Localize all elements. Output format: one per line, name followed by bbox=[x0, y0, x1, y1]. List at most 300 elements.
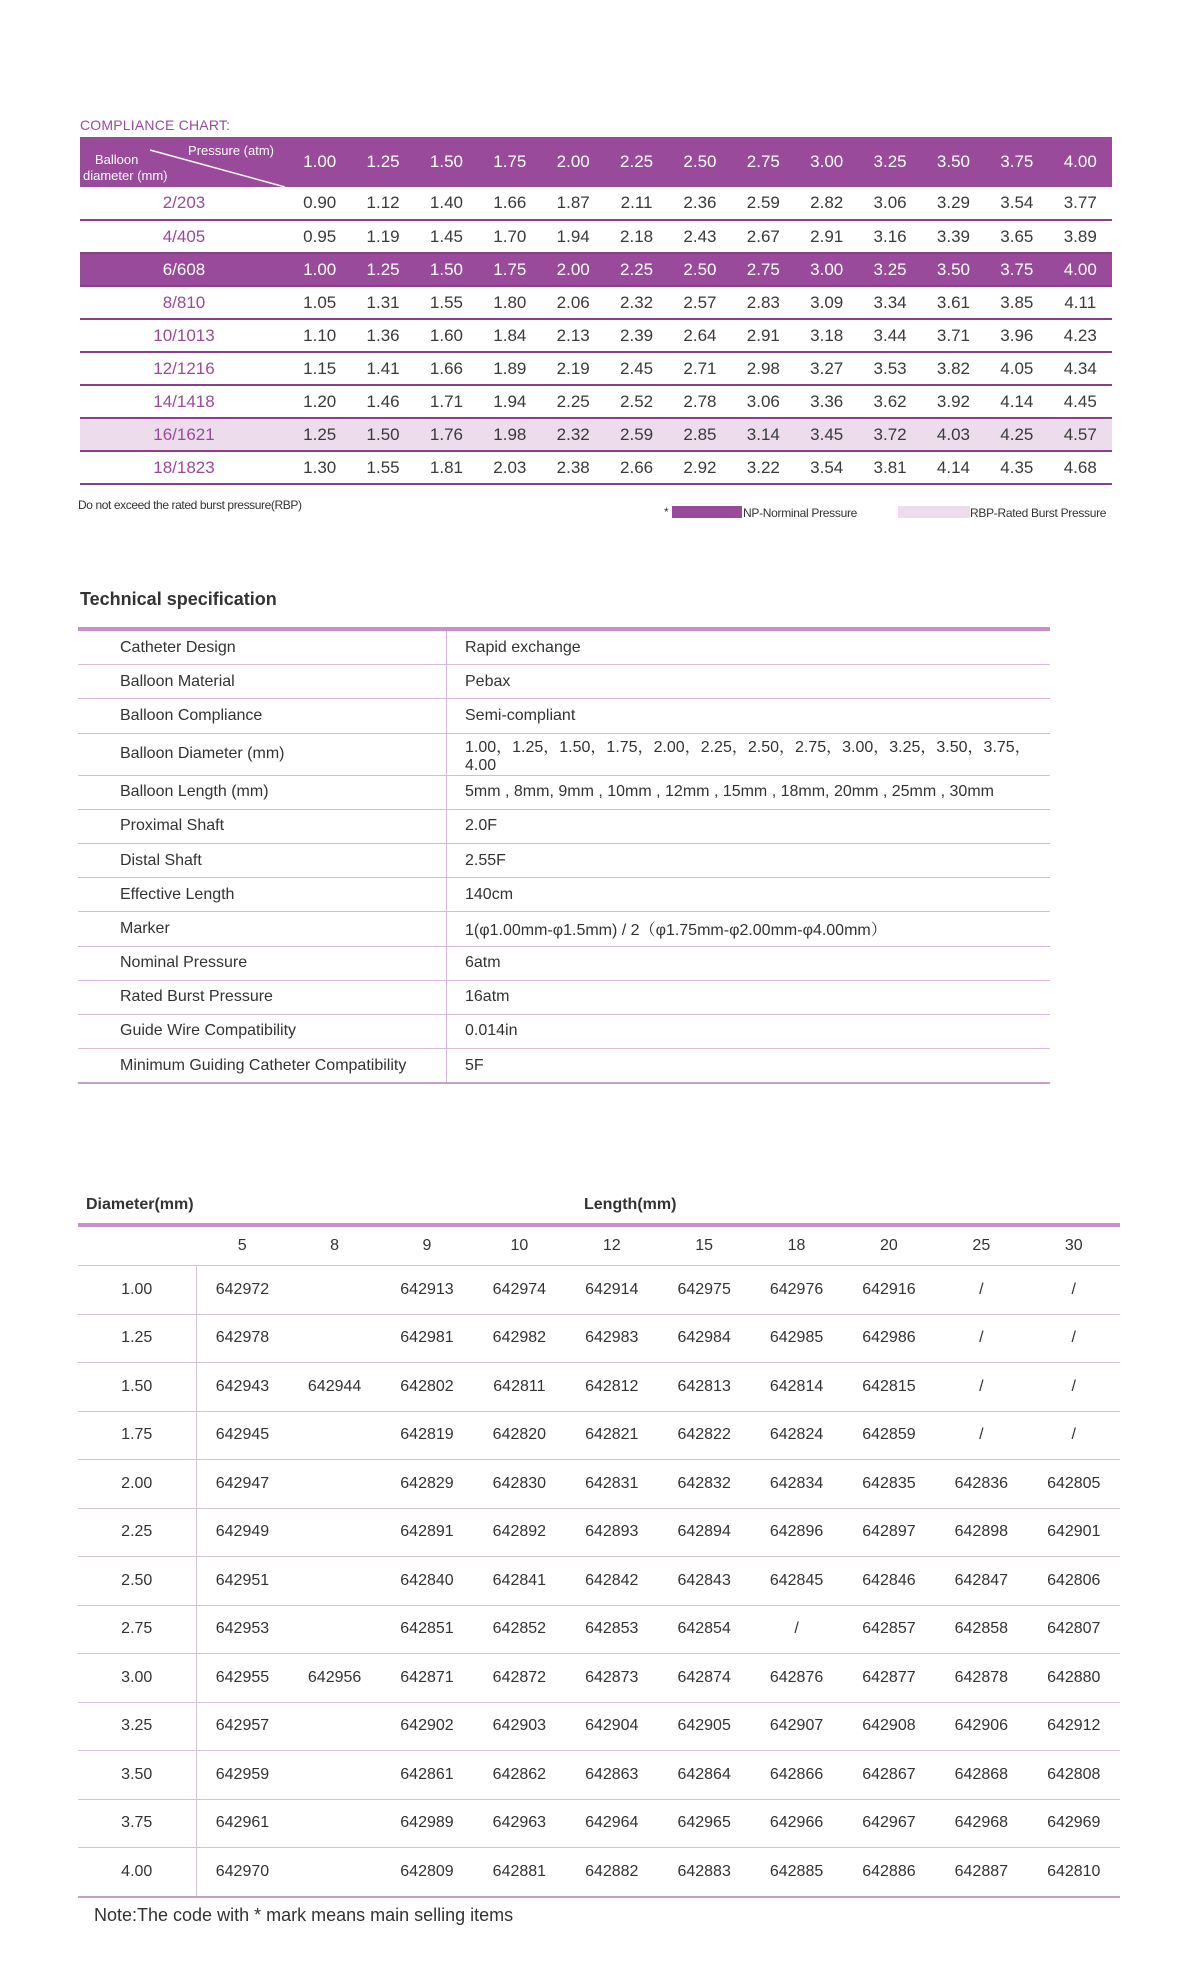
tech-spec-row bbox=[78, 912, 1050, 946]
compliance-corner-header bbox=[80, 137, 288, 187]
balloon-diameter-cell: 6/608 bbox=[162, 259, 206, 279]
product-code-cell: 642975 bbox=[658, 1266, 750, 1315]
compliance-value: 1.70 bbox=[493, 226, 527, 246]
product-code-cell: 642982 bbox=[473, 1314, 565, 1363]
length-column-header: 15 bbox=[658, 1227, 750, 1266]
compliance-value: 3.36 bbox=[810, 391, 844, 411]
compliance-value: 3.16 bbox=[873, 226, 907, 246]
length-column-header: 10 bbox=[473, 1227, 565, 1266]
product-code-cell: 642974 bbox=[473, 1266, 565, 1315]
diameter-cell: 2.00 bbox=[78, 1460, 196, 1509]
product-code-cell: 642853 bbox=[566, 1605, 658, 1654]
diameter-header: Diameter(mm) bbox=[86, 1196, 194, 1213]
product-code-cell: 642821 bbox=[566, 1411, 658, 1460]
product-code-cell bbox=[288, 1508, 380, 1557]
code-row bbox=[78, 1654, 1120, 1703]
code-row bbox=[78, 1508, 1120, 1557]
compliance-value: 2.59 bbox=[620, 424, 654, 444]
diameter-axis-label: diameter (mm) bbox=[83, 168, 168, 183]
compliance-value: 4.05 bbox=[1000, 358, 1034, 378]
tech-spec-row bbox=[78, 1049, 1050, 1084]
compliance-row bbox=[80, 385, 1112, 418]
product-code-cell: / bbox=[935, 1363, 1027, 1412]
compliance-value: 2.18 bbox=[620, 226, 654, 246]
product-code-cell: 642891 bbox=[381, 1508, 473, 1557]
compliance-value: 1.66 bbox=[429, 358, 463, 378]
product-code-cell: 642945 bbox=[196, 1411, 288, 1460]
product-code-cell: 642963 bbox=[473, 1799, 565, 1848]
product-code-cell: 642862 bbox=[473, 1751, 565, 1800]
compliance-value: 4.57 bbox=[1063, 424, 1097, 444]
compliance-value: 1.60 bbox=[429, 325, 463, 345]
product-code-cell: 642878 bbox=[935, 1654, 1027, 1703]
product-code-cell: 642965 bbox=[658, 1799, 750, 1848]
compliance-value: 2.36 bbox=[683, 193, 717, 212]
product-code-cell: 642868 bbox=[935, 1751, 1027, 1800]
compliance-value: 2.38 bbox=[556, 457, 590, 477]
length-column-header: 5 bbox=[196, 1227, 288, 1266]
product-code-cell: 642957 bbox=[196, 1702, 288, 1751]
product-code-cell: 642864 bbox=[658, 1751, 750, 1800]
compliance-value: 1.10 bbox=[303, 325, 337, 345]
spec-key: Balloon Material bbox=[78, 665, 447, 699]
selling-items-note: Note:The code with * mark means main selling items bbox=[94, 1905, 514, 1925]
product-code-cell bbox=[288, 1460, 380, 1509]
compliance-value: 1.80 bbox=[493, 292, 527, 312]
product-code-cell: 642967 bbox=[843, 1799, 935, 1848]
product-code-cell: 642898 bbox=[935, 1508, 1027, 1557]
length-column-header: 18 bbox=[750, 1227, 842, 1266]
pressure-header: 2.25 bbox=[620, 152, 654, 171]
product-code-cell: 642968 bbox=[935, 1799, 1027, 1848]
compliance-value: 3.77 bbox=[1063, 193, 1097, 212]
product-code-cell: 642867 bbox=[843, 1751, 935, 1800]
compliance-value: 0.90 bbox=[303, 193, 337, 212]
spec-value: 5F bbox=[447, 1049, 1051, 1084]
balloon-diameter-cell: 16/1621 bbox=[153, 424, 215, 444]
product-code-cell: 642956 bbox=[288, 1654, 380, 1703]
compliance-value: 4.25 bbox=[1000, 424, 1034, 444]
compliance-value: 3.53 bbox=[873, 358, 907, 378]
pressure-header: 2.75 bbox=[746, 152, 780, 171]
compliance-value: 0.95 bbox=[303, 226, 337, 246]
compliance-value: 3.89 bbox=[1063, 226, 1097, 246]
compliance-value: 1.98 bbox=[493, 424, 527, 444]
tech-spec-row bbox=[78, 733, 1050, 775]
product-code-cell: 642904 bbox=[566, 1702, 658, 1751]
compliance-value: 3.85 bbox=[1000, 292, 1034, 312]
compliance-value: 3.06 bbox=[746, 391, 780, 411]
compliance-value: 1.55 bbox=[429, 292, 463, 312]
spec-key: Effective Length bbox=[78, 878, 447, 912]
product-code-cell: 642907 bbox=[750, 1702, 842, 1751]
product-code-cell: 642885 bbox=[750, 1848, 842, 1897]
compliance-value: 3.14 bbox=[746, 424, 780, 444]
spec-value: Pebax bbox=[447, 665, 1051, 699]
diameter-cell: 1.50 bbox=[78, 1363, 196, 1412]
spec-value: 0.014in bbox=[447, 1014, 1051, 1048]
product-code-cell: 642861 bbox=[381, 1751, 473, 1800]
product-code-cell: 642902 bbox=[381, 1702, 473, 1751]
length-column-header: 25 bbox=[935, 1227, 1027, 1266]
compliance-value: 2.64 bbox=[683, 325, 717, 345]
product-code-cell: 642955 bbox=[196, 1654, 288, 1703]
compliance-value: 3.81 bbox=[873, 457, 907, 477]
diameter-cell: 3.50 bbox=[78, 1751, 196, 1800]
compliance-value: 2.43 bbox=[683, 226, 717, 246]
compliance-value: 2.66 bbox=[620, 457, 654, 477]
product-code-cell: 642905 bbox=[658, 1702, 750, 1751]
code-row bbox=[78, 1799, 1120, 1848]
product-code-cell: 642871 bbox=[381, 1654, 473, 1703]
spec-value: 2.0F bbox=[447, 809, 1051, 843]
product-code-cell: 642852 bbox=[473, 1605, 565, 1654]
product-code-cell: 642903 bbox=[473, 1702, 565, 1751]
compliance-value: 1.00 bbox=[303, 259, 337, 279]
compliance-value: 1.50 bbox=[366, 424, 400, 444]
spec-key: Balloon Compliance bbox=[78, 699, 447, 733]
pressure-header: 1.25 bbox=[366, 152, 400, 171]
compliance-header-row bbox=[80, 137, 1112, 187]
compliance-value: 4.11 bbox=[1064, 292, 1097, 312]
product-code-cell: 642810 bbox=[1028, 1848, 1120, 1897]
compliance-value: 3.54 bbox=[1000, 193, 1034, 212]
product-code-cell: 642881 bbox=[473, 1848, 565, 1897]
product-code-cell: 642883 bbox=[658, 1848, 750, 1897]
compliance-value: 1.94 bbox=[556, 226, 590, 246]
pressure-header: 3.50 bbox=[936, 152, 970, 171]
compliance-value: 2.67 bbox=[746, 226, 780, 246]
product-code-cell: 642964 bbox=[566, 1799, 658, 1848]
pressure-header: 2.00 bbox=[556, 152, 590, 171]
compliance-value: 2.83 bbox=[746, 292, 780, 312]
compliance-value: 3.44 bbox=[873, 325, 907, 345]
compliance-value: 3.45 bbox=[810, 424, 844, 444]
balloon-diameter-cell: 12/1216 bbox=[153, 358, 215, 378]
compliance-value: 2.75 bbox=[746, 259, 780, 279]
compliance-value: 2.25 bbox=[556, 391, 590, 411]
compliance-value: 1.89 bbox=[493, 358, 527, 378]
product-code-cell: 642811 bbox=[473, 1363, 565, 1412]
compliance-value: 2.91 bbox=[810, 226, 844, 246]
product-code-cell: 642897 bbox=[843, 1508, 935, 1557]
pressure-axis-label: Pressure (atm) bbox=[188, 143, 274, 158]
product-code-cell bbox=[288, 1702, 380, 1751]
diameter-cell: 2.25 bbox=[78, 1508, 196, 1557]
spec-value: 1.00，1.25，1.50，1.75，2.00，2.25，2.50，2.75，3.00，3.25，3.50，3.75，4.00 bbox=[447, 733, 1051, 775]
product-code-cell: 642840 bbox=[381, 1557, 473, 1606]
compliance-row bbox=[80, 319, 1112, 352]
compliance-row bbox=[80, 253, 1112, 286]
compliance-value: 2.57 bbox=[683, 292, 717, 312]
compliance-value: 3.27 bbox=[810, 358, 844, 378]
product-code-cell: 642914 bbox=[566, 1266, 658, 1315]
compliance-value: 1.36 bbox=[366, 325, 400, 345]
compliance-value: 3.18 bbox=[810, 325, 844, 345]
spec-key: Catheter Design bbox=[78, 631, 447, 665]
product-code-cell: 642908 bbox=[843, 1702, 935, 1751]
product-code-cell bbox=[288, 1314, 380, 1363]
code-row bbox=[78, 1702, 1120, 1751]
product-code-cell: 642872 bbox=[473, 1654, 565, 1703]
product-code-cell: 642894 bbox=[658, 1508, 750, 1557]
tech-spec-row bbox=[78, 878, 1050, 912]
compliance-value: 2.91 bbox=[746, 325, 780, 345]
compliance-value: 4.68 bbox=[1063, 457, 1097, 477]
balloon-diameter-cell: 18/1823 bbox=[153, 457, 215, 477]
product-code-cell: 642981 bbox=[381, 1314, 473, 1363]
compliance-value: 3.65 bbox=[1000, 226, 1034, 246]
tech-spec-row bbox=[78, 946, 1050, 980]
tech-spec-row bbox=[78, 980, 1050, 1014]
product-code-cell: 642959 bbox=[196, 1751, 288, 1800]
product-code-cell bbox=[288, 1266, 380, 1315]
spec-value: 140cm bbox=[447, 878, 1051, 912]
product-code-cell: 642832 bbox=[658, 1460, 750, 1509]
compliance-value: 1.19 bbox=[366, 226, 400, 246]
product-code-cell: 642854 bbox=[658, 1605, 750, 1654]
product-code-cell: 642892 bbox=[473, 1508, 565, 1557]
product-code-cell: 642834 bbox=[750, 1460, 842, 1509]
compliance-value: 3.82 bbox=[936, 358, 970, 378]
length-header-blank bbox=[78, 1227, 196, 1266]
product-code-cell: 642819 bbox=[381, 1411, 473, 1460]
compliance-value: 1.30 bbox=[303, 457, 337, 477]
compliance-value: 3.50 bbox=[936, 259, 970, 279]
product-code-cell: 642809 bbox=[381, 1848, 473, 1897]
product-code-cell: 642857 bbox=[843, 1605, 935, 1654]
spec-key: Proximal Shaft bbox=[78, 809, 447, 843]
product-code-cell: 642877 bbox=[843, 1654, 935, 1703]
length-column-header: 8 bbox=[288, 1227, 380, 1266]
compliance-value: 3.71 bbox=[936, 325, 970, 345]
product-code-cell: / bbox=[935, 1411, 1027, 1460]
product-code-cell: 642851 bbox=[381, 1605, 473, 1654]
compliance-value: 2.92 bbox=[683, 457, 717, 477]
compliance-value: 1.46 bbox=[366, 391, 400, 411]
compliance-value: 2.98 bbox=[746, 358, 780, 378]
product-code-cell: 642830 bbox=[473, 1460, 565, 1509]
compliance-chart-table bbox=[80, 137, 1112, 485]
compliance-value: 2.11 bbox=[620, 193, 653, 212]
compliance-row bbox=[80, 352, 1112, 385]
product-code-cell: 642806 bbox=[1028, 1557, 1120, 1606]
compliance-value: 4.03 bbox=[936, 424, 970, 444]
spec-key: Balloon Length (mm) bbox=[78, 775, 447, 809]
product-code-cell: / bbox=[1028, 1363, 1120, 1412]
diameter-cell: 3.00 bbox=[78, 1654, 196, 1703]
tech-spec-row bbox=[78, 775, 1050, 809]
tech-spec-row bbox=[78, 631, 1050, 665]
code-row bbox=[78, 1557, 1120, 1606]
product-code-cell: 642886 bbox=[843, 1848, 935, 1897]
product-code-cell: 642842 bbox=[566, 1557, 658, 1606]
compliance-value: 3.00 bbox=[810, 259, 844, 279]
compliance-value: 4.00 bbox=[1063, 259, 1097, 279]
compliance-value: 3.09 bbox=[810, 292, 844, 312]
compliance-value: 3.06 bbox=[873, 193, 907, 212]
product-code-cell: 642984 bbox=[658, 1314, 750, 1363]
compliance-value: 2.59 bbox=[746, 193, 780, 212]
product-code-cell: 642949 bbox=[196, 1508, 288, 1557]
product-code-cell: 642836 bbox=[935, 1460, 1027, 1509]
compliance-value: 2.39 bbox=[620, 325, 654, 345]
compliance-row bbox=[80, 220, 1112, 253]
product-code-cell: 642951 bbox=[196, 1557, 288, 1606]
compliance-value: 2.45 bbox=[620, 358, 654, 378]
product-code-cell: 642845 bbox=[750, 1557, 842, 1606]
length-header: Length(mm) bbox=[584, 1196, 677, 1213]
product-code-cell: 642831 bbox=[566, 1460, 658, 1509]
compliance-value: 2.52 bbox=[620, 391, 654, 411]
compliance-value: 1.55 bbox=[366, 457, 400, 477]
legend-star: * bbox=[664, 505, 669, 519]
diameter-cell: 2.50 bbox=[78, 1557, 196, 1606]
legend-rbp-label: RBP-Rated Burst Pressure bbox=[970, 506, 1107, 520]
balloon-diameter-cell: 10/1013 bbox=[153, 325, 215, 345]
product-code-cell: 642985 bbox=[750, 1314, 842, 1363]
compliance-value: 2.50 bbox=[683, 259, 717, 279]
tech-spec-row bbox=[78, 1014, 1050, 1048]
product-code-cell: 642812 bbox=[566, 1363, 658, 1412]
spec-key: Distal Shaft bbox=[78, 843, 447, 877]
spec-key: Rated Burst Pressure bbox=[78, 980, 447, 1014]
product-code-table bbox=[78, 1227, 1120, 1898]
compliance-row bbox=[80, 451, 1112, 484]
product-code-cell: 642874 bbox=[658, 1654, 750, 1703]
compliance-value: 3.22 bbox=[746, 457, 780, 477]
product-code-cell: 642943 bbox=[196, 1363, 288, 1412]
compliance-value: 1.84 bbox=[493, 325, 527, 345]
compliance-value: 1.81 bbox=[429, 457, 463, 477]
product-code-cell: 642863 bbox=[566, 1751, 658, 1800]
spec-value: 16atm bbox=[447, 980, 1051, 1014]
compliance-value: 2.82 bbox=[810, 193, 844, 212]
compliance-value: 2.06 bbox=[556, 292, 590, 312]
balloon-diameter-cell: 2/203 bbox=[162, 193, 206, 212]
product-code-cell: 642815 bbox=[843, 1363, 935, 1412]
tech-spec-title: Technical specification bbox=[80, 589, 277, 609]
balloon-axis-label: Balloon bbox=[95, 152, 139, 167]
compliance-value: 1.41 bbox=[366, 358, 400, 378]
product-code-cell: 642983 bbox=[566, 1314, 658, 1363]
product-code-cell: 642808 bbox=[1028, 1751, 1120, 1800]
code-row bbox=[78, 1314, 1120, 1363]
pressure-header: 3.75 bbox=[1000, 152, 1034, 171]
product-code-cell: 642916 bbox=[843, 1266, 935, 1315]
tech-spec-row bbox=[78, 665, 1050, 699]
product-code-cell: / bbox=[1028, 1411, 1120, 1460]
spec-value: 6atm bbox=[447, 946, 1051, 980]
compliance-value: 4.35 bbox=[1000, 457, 1034, 477]
product-code-cell: 642880 bbox=[1028, 1654, 1120, 1703]
product-code-cell: 642947 bbox=[196, 1460, 288, 1509]
compliance-value: 3.92 bbox=[936, 391, 970, 411]
spec-value: Semi-compliant bbox=[447, 699, 1051, 733]
spec-value: Rapid exchange bbox=[447, 631, 1051, 665]
product-code-cell: 642944 bbox=[288, 1363, 380, 1412]
compliance-value: 4.14 bbox=[1000, 391, 1034, 411]
product-code-cell: 642846 bbox=[843, 1557, 935, 1606]
compliance-value: 3.29 bbox=[936, 193, 970, 212]
compliance-value: 2.19 bbox=[556, 358, 590, 378]
tech-spec-table bbox=[78, 631, 1050, 1084]
product-code-cell: 642876 bbox=[750, 1654, 842, 1703]
compliance-value: 1.75 bbox=[493, 259, 527, 279]
balloon-diameter-cell: 4/405 bbox=[162, 226, 206, 246]
spec-key: Marker bbox=[78, 912, 447, 946]
spec-key: Guide Wire Compatibility bbox=[78, 1014, 447, 1048]
spec-value: 5mm , 8mm, 9mm , 10mm , 12mm , 15mm , 18mm, 20mm , 25mm , 30mm bbox=[447, 775, 1051, 809]
diameter-cell: 1.75 bbox=[78, 1411, 196, 1460]
compliance-value: 1.66 bbox=[493, 193, 527, 212]
product-code-cell: / bbox=[1028, 1314, 1120, 1363]
product-code-cell: 642976 bbox=[750, 1266, 842, 1315]
compliance-value: 3.96 bbox=[1000, 325, 1034, 345]
pressure-header: 3.25 bbox=[873, 152, 907, 171]
product-code-cell: / bbox=[935, 1314, 1027, 1363]
product-code-cell: 642896 bbox=[750, 1508, 842, 1557]
pressure-header: 4.00 bbox=[1063, 152, 1097, 171]
spec-value: 1(φ1.00mm-φ1.5mm) / 2（φ1.75mm-φ2.00mm-φ4.00mm） bbox=[447, 912, 1051, 946]
product-code-cell: 642969 bbox=[1028, 1799, 1120, 1848]
product-code-cell: 642813 bbox=[658, 1363, 750, 1412]
code-row bbox=[78, 1605, 1120, 1654]
compliance-value: 3.61 bbox=[936, 292, 970, 312]
diameter-cell: 2.75 bbox=[78, 1605, 196, 1654]
diameter-cell: 1.00 bbox=[78, 1266, 196, 1315]
compliance-value: 2.78 bbox=[683, 391, 717, 411]
compliance-value: 1.45 bbox=[429, 226, 463, 246]
diameter-cell: 3.75 bbox=[78, 1799, 196, 1848]
product-code-cell: 642824 bbox=[750, 1411, 842, 1460]
code-row bbox=[78, 1848, 1120, 1897]
pressure-header: 1.50 bbox=[429, 152, 463, 171]
compliance-value: 2.00 bbox=[556, 259, 590, 279]
compliance-value: 3.75 bbox=[1000, 259, 1034, 279]
compliance-value: 2.32 bbox=[556, 424, 590, 444]
length-column-header: 30 bbox=[1028, 1227, 1120, 1266]
compliance-value: 1.05 bbox=[303, 292, 337, 312]
product-code-cell bbox=[288, 1605, 380, 1654]
compliance-value: 1.25 bbox=[303, 424, 337, 444]
code-row bbox=[78, 1266, 1120, 1315]
spec-value: 2.55F bbox=[447, 843, 1051, 877]
burst-pressure-note: Do not exceed the rated burst pressure(RBP) bbox=[78, 498, 302, 512]
compliance-value: 2.85 bbox=[683, 424, 717, 444]
length-column-header: 12 bbox=[566, 1227, 658, 1266]
product-code-cell: / bbox=[935, 1266, 1027, 1315]
compliance-value: 1.50 bbox=[429, 259, 463, 279]
tech-spec-row bbox=[78, 699, 1050, 733]
compliance-value: 1.20 bbox=[303, 391, 337, 411]
pressure-header: 1.00 bbox=[303, 152, 337, 171]
diameter-cell: 4.00 bbox=[78, 1848, 196, 1897]
product-code-cell bbox=[288, 1411, 380, 1460]
compliance-value: 1.15 bbox=[303, 358, 337, 378]
product-code-cell: 642906 bbox=[935, 1702, 1027, 1751]
product-code-cell: 642972 bbox=[196, 1266, 288, 1315]
diameter-cell: 1.25 bbox=[78, 1314, 196, 1363]
product-code-cell bbox=[288, 1557, 380, 1606]
compliance-value: 3.39 bbox=[936, 226, 970, 246]
product-code-cell: 642970 bbox=[196, 1848, 288, 1897]
product-code-cell: 642805 bbox=[1028, 1460, 1120, 1509]
product-code-cell: 642912 bbox=[1028, 1702, 1120, 1751]
code-row bbox=[78, 1363, 1120, 1412]
compliance-value: 4.34 bbox=[1063, 358, 1097, 378]
product-code-cell: 642859 bbox=[843, 1411, 935, 1460]
